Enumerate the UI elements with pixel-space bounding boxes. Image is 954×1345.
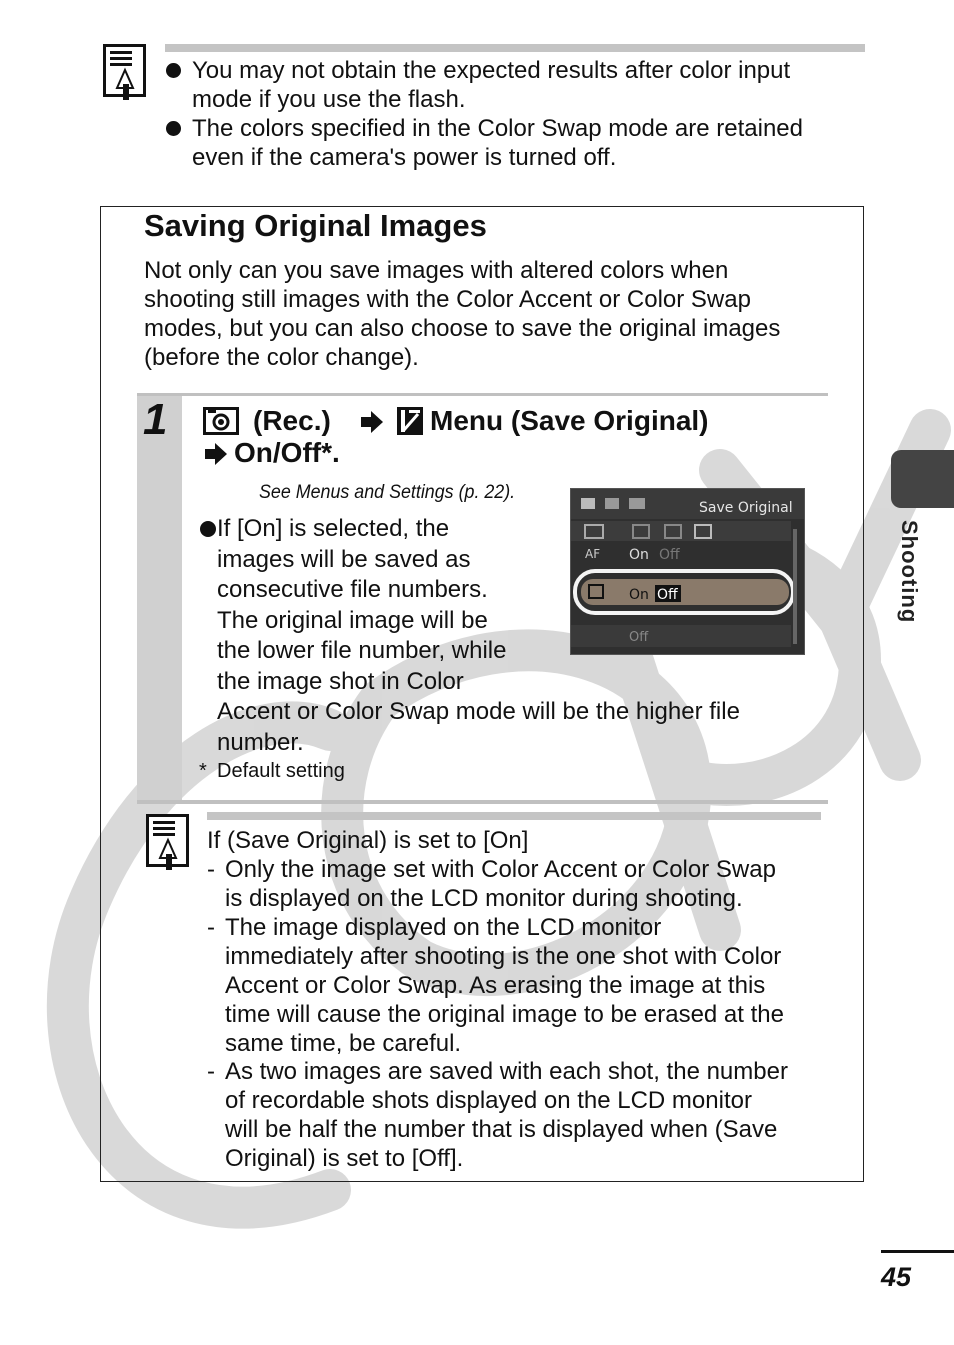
note-line: Original) is set to [Off]. xyxy=(225,1145,464,1172)
note-line: same time, be careful. xyxy=(225,1030,462,1057)
footnote-mark: * xyxy=(199,760,207,782)
camera-rec-icon xyxy=(203,407,239,435)
note-line: The image displayed on the LCD monitor xyxy=(225,914,662,941)
dash: - xyxy=(207,914,215,941)
lcd-row3: Off xyxy=(629,630,649,645)
step-top-rule xyxy=(137,393,828,396)
see-reference: See Menus and Settings (p. 22). xyxy=(259,482,516,503)
step-bottom-rule xyxy=(137,800,828,804)
step-number: 1 xyxy=(143,395,168,444)
step-bullet-line: consecutive file numbers. xyxy=(217,576,488,603)
arrow-right-icon xyxy=(203,441,229,467)
dash: - xyxy=(207,856,215,883)
note-intro: If (Save Original) is set to [On] xyxy=(207,827,529,854)
bullet xyxy=(166,63,181,78)
note-line: time will cause the original image to be erased at the xyxy=(225,1001,784,1028)
arrow-right-icon xyxy=(359,409,385,435)
note-line: will be half the number that is displayed when (Save xyxy=(225,1116,778,1143)
note-line: Only the image set with Color Accent or Color Swap xyxy=(225,856,776,883)
step-bullet-line: images will be saved as xyxy=(217,546,471,573)
note-line: immediately after shooting is the one shot with Color xyxy=(225,943,782,970)
note-icon xyxy=(103,44,147,100)
top-note-2-line-2: even if the camera's power is turned off. xyxy=(192,144,617,171)
footnote-text: Default setting xyxy=(217,760,345,782)
note-line: is displayed on the LCD monitor during shooting. xyxy=(225,885,743,912)
top-note-1-line-1: You may not obtain the expected results after color input xyxy=(192,57,791,84)
step-side-bar xyxy=(137,396,182,801)
lcd-row2-on: On xyxy=(629,587,649,603)
bullet xyxy=(166,121,181,136)
note-rule xyxy=(165,44,865,52)
lcd-screenshot xyxy=(570,488,805,655)
top-note-1-line-2: mode if you use the flash. xyxy=(192,86,466,113)
step-onoff-label: On/Off*. xyxy=(234,437,340,468)
dash: - xyxy=(207,1058,215,1085)
lcd-row1-off: Off xyxy=(659,547,680,563)
side-tab xyxy=(891,450,954,508)
top-note-2-line-1: The colors specified in the Color Swap mode are retained xyxy=(192,115,803,142)
step-menu-label: Menu (Save Original) xyxy=(430,405,709,436)
step-bullet-line: the image shot in Color xyxy=(217,668,464,695)
step-bullet-line: The original image will be xyxy=(217,607,488,634)
intro-line: Not only can you save images with altered colors when xyxy=(144,257,729,284)
step-bullet-line: Accent or Color Swap mode will be the higher file xyxy=(217,698,740,725)
note-line: of recordable shots displayed on the LCD monitor xyxy=(225,1087,752,1114)
page-number-rule xyxy=(881,1250,954,1253)
step-rec-label: (Rec.) xyxy=(253,405,331,436)
note-rule xyxy=(207,812,821,820)
lcd-row1-on: On xyxy=(629,547,649,563)
intro-line: modes, but you can also choose to save the original images xyxy=(144,315,781,342)
side-tab-label: Shooting xyxy=(897,520,922,624)
step-bullet-line: the lower file number, while xyxy=(217,637,507,664)
intro-line: (before the color change). xyxy=(144,344,419,371)
step-bullet-line: If [On] is selected, the xyxy=(217,515,450,542)
lcd-row2-off: Off xyxy=(657,587,678,603)
menu-icon xyxy=(396,406,424,436)
page-number: 45 xyxy=(881,1262,912,1292)
bullet xyxy=(200,521,216,537)
note-icon xyxy=(146,814,190,870)
note-line: Accent or Color Swap. As erasing the image at this xyxy=(225,972,766,999)
note-line: As two images are saved with each shot, the number xyxy=(225,1058,788,1085)
lcd-row-icon: AF xyxy=(585,547,601,561)
section-intro xyxy=(144,256,834,372)
step-bullet-line: number. xyxy=(217,729,304,756)
lcd-title: Save Original xyxy=(699,500,793,516)
intro-line: shooting still images with the Color Accent or Color Swap xyxy=(144,286,751,313)
lcd-screen-graphic xyxy=(571,489,804,654)
section-title: Saving Original Images xyxy=(144,208,487,243)
